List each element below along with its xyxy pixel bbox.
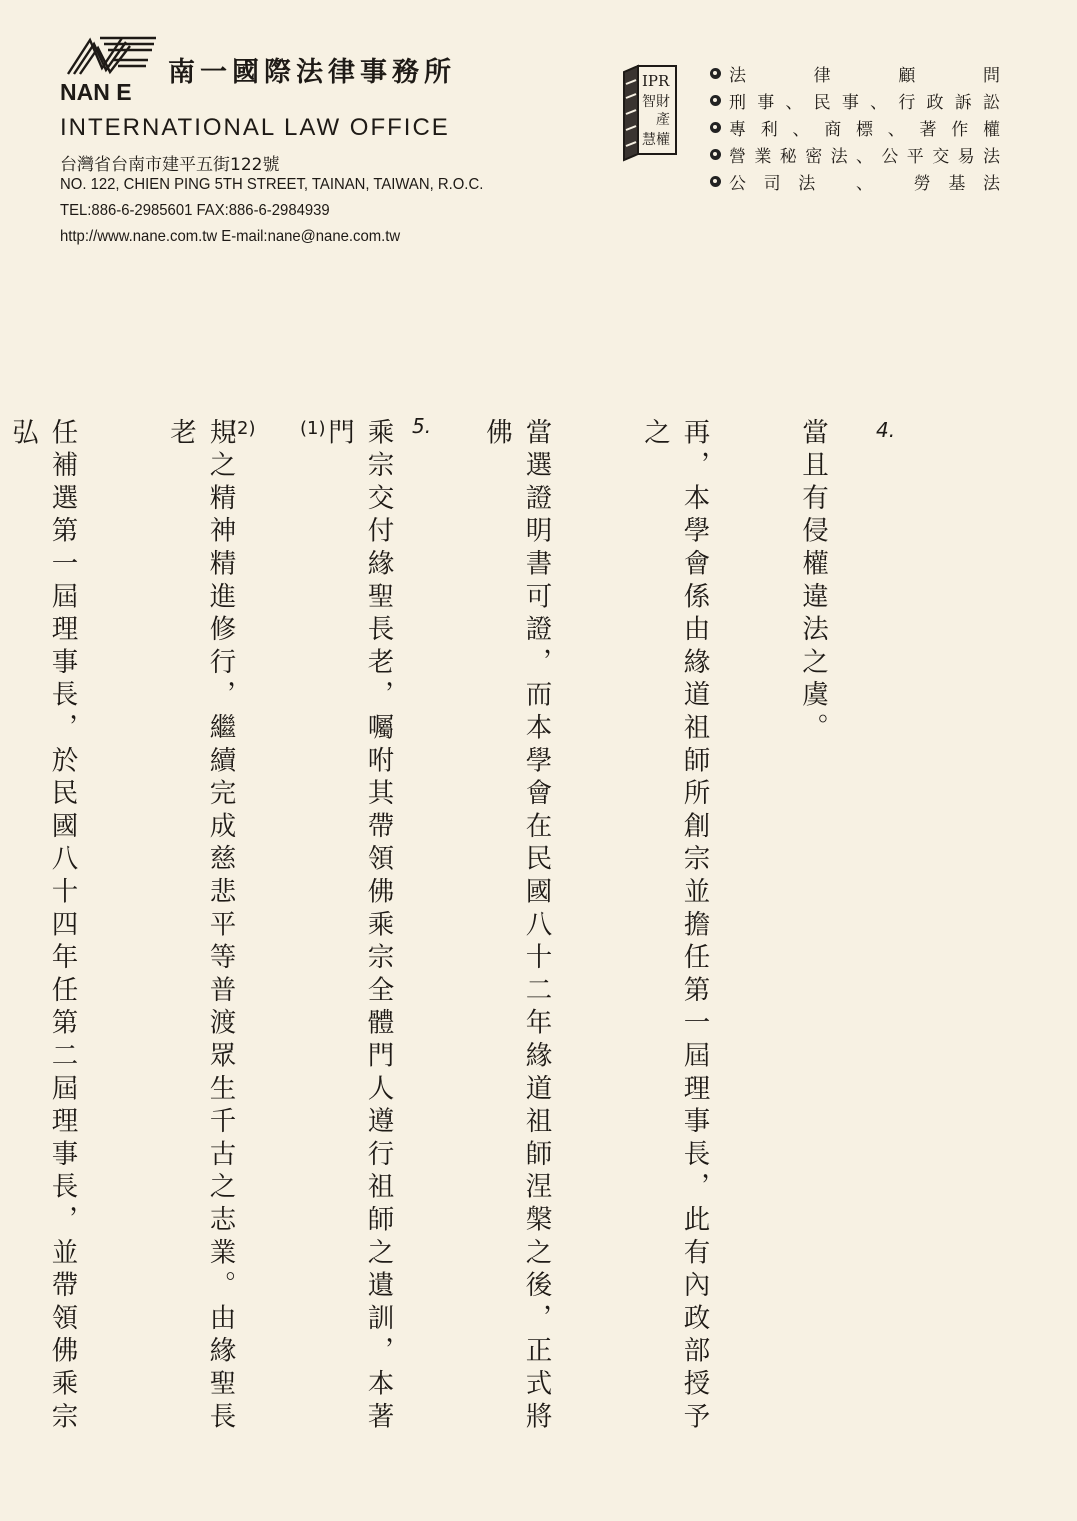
ipr-line3: 產 [656, 112, 670, 128]
nane-logo-icon [60, 30, 160, 104]
tel-fax: TEL:886-6-2985601 FAX:886-6-2984939 [60, 202, 330, 219]
address-chinese: 台灣省台南市建平五街122號 [60, 155, 280, 175]
text-column: 再，本學會係由緣道祖師所創宗並擔任第一屆理事長，此有內政部授予之 [639, 418, 710, 1435]
service-list [710, 60, 1000, 195]
text-column: 任補選第一屆理事長，於民國八十四年任第二屆理事長，並帶領佛乘宗弘 [7, 418, 78, 1435]
web-email: http://www.nane.com.tw E-mail:nane@nane.com.tw [60, 228, 401, 245]
service-item [710, 168, 1000, 195]
bullet-icon [710, 149, 721, 160]
bullet-icon [710, 122, 721, 133]
service-label: 專利、商標、著作權 [729, 120, 1000, 140]
service-label: 營業秘密法、公平交易法 [729, 147, 1000, 167]
service-item [710, 114, 1000, 141]
text-column: 規之精神精進修行，繼續完成慈悲平等普渡眾生千古之志業。由緣聖長老 [165, 418, 236, 1435]
text-column: 乘宗交付緣聖長老，囑咐其帶領佛乘宗全體門人遵行祖師之遺訓，本著門 [323, 418, 394, 1435]
firm-name-english: INTERNATIONAL LAW OFFICE [60, 114, 450, 141]
firm-logo [60, 30, 160, 104]
item-number-5: 5. [412, 414, 432, 438]
service-label: 法 律 顧 問 [729, 66, 1000, 86]
service-label: 公司法 、 勞基法 [729, 174, 1000, 194]
firm-name-chinese: 南一國際法律事務所 [168, 57, 456, 88]
ipr-line4: 慧權 [642, 132, 670, 148]
text-column: 當選證明書可證，而本學會在民國八十二年緣道祖師涅槃之後，正式將佛 [481, 418, 552, 1435]
letterhead [58, 22, 1018, 245]
bullet-icon [710, 68, 721, 79]
ipr-book-icon [618, 62, 682, 162]
item-number-4: 4. [876, 418, 896, 442]
sub-item-1: (1) [300, 418, 326, 439]
address-english: NO. 122, CHIEN PING 5TH STREET, TAINAN, TAIWAN, R.O.C. [60, 176, 484, 193]
logo-text: NAN E [60, 79, 132, 104]
service-item [710, 87, 1000, 114]
text-column: 當且有侵權違法之虞。 [797, 418, 828, 746]
ipr-label: IPR [642, 72, 670, 90]
ipr-line2: 智財 [642, 94, 670, 110]
letter-body [0, 418, 911, 1458]
sub-item-2: (2) [230, 418, 256, 439]
bullet-icon [710, 95, 721, 106]
service-item [710, 141, 1000, 168]
service-label: 刑事、民事、行政訴訟 [729, 93, 1000, 113]
bullet-icon [710, 176, 721, 187]
service-item [710, 60, 1000, 87]
